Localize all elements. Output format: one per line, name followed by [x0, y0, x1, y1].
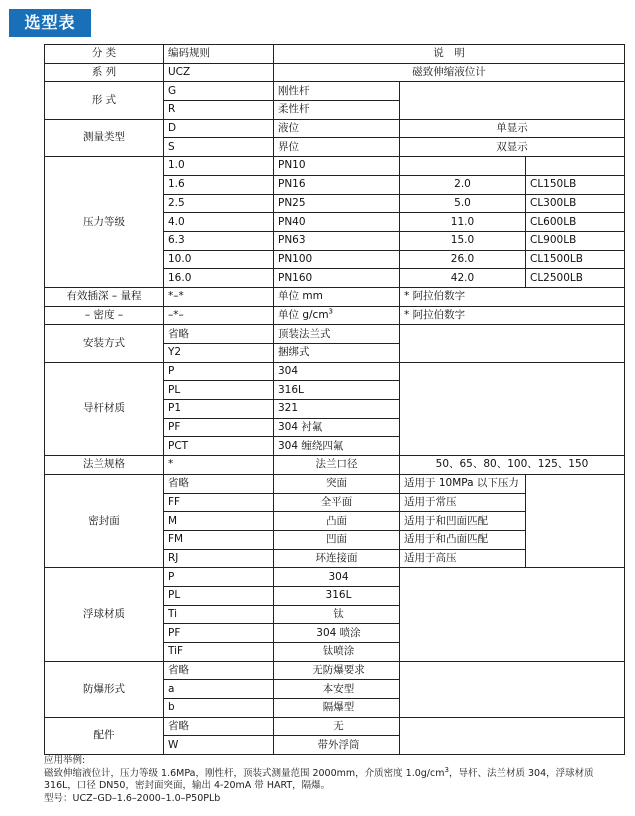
unit-cell: 单位 $g/cm^3$: [274, 306, 400, 325]
code-cell: PL: [164, 381, 274, 400]
class-cell: CL1500LB: [526, 250, 625, 269]
code-cell: 6.3: [164, 231, 274, 250]
table-row: [45, 82, 625, 101]
description-cell: 全平面: [274, 493, 400, 512]
table-row: [45, 287, 625, 306]
category-label: 系 列: [45, 63, 164, 82]
note-cell: * 阿拉伯数字: [400, 287, 625, 306]
class-cell: CL600LB: [526, 213, 625, 232]
code-cell: 1.6: [164, 175, 274, 194]
category-label: 浮球材质: [45, 568, 164, 661]
code-cell: 省略: [164, 661, 274, 680]
code-cell: 省略: [164, 325, 274, 344]
extra-cell: 双显示: [400, 138, 625, 157]
code-cell: RJ: [164, 549, 274, 568]
category-label: 有效插深 – 量程: [45, 287, 164, 306]
code-cell: G: [164, 82, 274, 101]
code-cell: PF: [164, 418, 274, 437]
blank-cell: [400, 717, 625, 754]
header-description: 说 明: [274, 45, 625, 64]
table-row: [45, 661, 625, 680]
code-cell: UCZ: [164, 63, 274, 82]
code-cell: b: [164, 699, 274, 718]
table-row: [45, 568, 625, 587]
pn-cell: PN160: [274, 269, 400, 288]
table-row: [45, 474, 625, 493]
table-row: [45, 119, 625, 138]
code-cell: *–*: [164, 287, 274, 306]
pn-cell: PN100: [274, 250, 400, 269]
pn-cell: PN40: [274, 213, 400, 232]
sizes-cell: 50、65、80、100、125、150: [400, 456, 625, 475]
table-row: [45, 63, 625, 82]
description-cell: 316L: [274, 586, 400, 605]
code-cell: 1.0: [164, 157, 274, 176]
pn-cell: PN25: [274, 194, 400, 213]
note-cell: 适用于和凹面匹配: [400, 512, 526, 531]
mpa-cell: 26.0: [400, 250, 526, 269]
code-cell: P: [164, 362, 274, 381]
note-cell: 适用于和凸面匹配: [400, 530, 526, 549]
blank-cell: [400, 82, 625, 119]
category-label: 配件: [45, 717, 164, 754]
code-cell: S: [164, 138, 274, 157]
code-cell: 16.0: [164, 269, 274, 288]
header-code: 编码规则: [164, 45, 274, 64]
category-label: 防爆形式: [45, 661, 164, 717]
mpa-cell: 11.0: [400, 213, 526, 232]
blank-cell: [400, 325, 625, 362]
description-cell: 无防爆要求: [274, 661, 400, 680]
description-cell: 304 喷涂: [274, 624, 400, 643]
table-row: [45, 362, 625, 381]
description-cell: 磁致伸缩液位计: [274, 63, 625, 82]
description-cell: 突面: [274, 474, 400, 493]
page-title: 选型表: [9, 9, 91, 37]
description-cell: 法兰口径: [274, 456, 400, 475]
table-row: [45, 45, 625, 64]
category-label: 安装方式: [45, 325, 164, 362]
description-cell: 本安型: [274, 680, 400, 699]
blank-cell: [526, 474, 625, 567]
code-cell: PL: [164, 586, 274, 605]
extra-cell: 单显示: [400, 119, 625, 138]
application-example: [44, 755, 624, 805]
notes-model: 型号：UCZ–GD–1.6–2000–1.0–P50PLb: [44, 792, 221, 804]
code-cell: 省略: [164, 474, 274, 493]
table-row: [45, 717, 625, 736]
description-cell: 304: [274, 362, 400, 381]
notes-heading: 应用举例:: [44, 755, 86, 766]
code-cell: PCT: [164, 437, 274, 456]
code-cell: 2.5: [164, 194, 274, 213]
code-cell: 省略: [164, 717, 274, 736]
description-cell: 顶装法兰式: [274, 325, 400, 344]
description-cell: 321: [274, 400, 400, 419]
mpa-cell: 2.0: [400, 175, 526, 194]
code-cell: a: [164, 680, 274, 699]
description-cell: 液位: [274, 119, 400, 138]
code-cell: M: [164, 512, 274, 531]
category-label: 法兰规格: [45, 456, 164, 475]
description-cell: 304: [274, 568, 400, 587]
blank-cell: [400, 362, 625, 455]
code-cell: PF: [164, 624, 274, 643]
code-cell: *: [164, 456, 274, 475]
category-label: 形 式: [45, 82, 164, 119]
code-cell: P1: [164, 400, 274, 419]
description-cell: 304 衬氟: [274, 418, 400, 437]
category-label: – 密度 –: [45, 306, 164, 325]
table-row: [45, 456, 625, 475]
code-cell: TiF: [164, 643, 274, 662]
description-cell: 刚性杆: [274, 82, 400, 101]
description-cell: 带外浮筒: [274, 736, 400, 755]
description-cell: 柔性杆: [274, 101, 400, 120]
category-label: 压力等级: [45, 157, 164, 288]
code-cell: P: [164, 568, 274, 587]
code-cell: FF: [164, 493, 274, 512]
note-cell: 适用于 10MPa 以下压力: [400, 474, 526, 493]
category-label: 测量类型: [45, 119, 164, 156]
table-row: [45, 306, 625, 325]
description-cell: 304 缠绕四氟: [274, 437, 400, 456]
blank-cell: [400, 661, 625, 717]
code-cell: –*–: [164, 306, 274, 325]
unit-cell: 单位 mm: [274, 287, 400, 306]
code-cell: Y2: [164, 344, 274, 363]
header-category: 分 类: [45, 45, 164, 64]
code-cell: 4.0: [164, 213, 274, 232]
code-cell: FM: [164, 530, 274, 549]
class-cell: CL150LB: [526, 175, 625, 194]
description-cell: 316L: [274, 381, 400, 400]
mpa-cell: 5.0: [400, 194, 526, 213]
description-cell: 钛: [274, 605, 400, 624]
mpa-cell: [400, 157, 526, 176]
code-cell: 10.0: [164, 250, 274, 269]
notes-description: 磁致伸缩液位计，压力等级 1.6MPa，刚性杆，顶装式测量范围 2000mm，介质密度 $1.0g/cm^3$，导杆、法兰材质 304，浮球材质 316L，口径 DN50，密封面突面，输出 4-20mA 带 HART，隔爆。: [44, 765, 594, 791]
description-cell: 凸面: [274, 512, 400, 531]
description-cell: 隔爆型: [274, 699, 400, 718]
category-label: 密封面: [45, 474, 164, 567]
class-cell: [526, 157, 625, 176]
pn-cell: PN63: [274, 231, 400, 250]
class-cell: CL900LB: [526, 231, 625, 250]
description-cell: 环连接面: [274, 549, 400, 568]
description-cell: 钛喷涂: [274, 643, 400, 662]
description-cell: 界位: [274, 138, 400, 157]
table-row: [45, 325, 625, 344]
class-cell: CL2500LB: [526, 269, 625, 288]
description-cell: 凹面: [274, 530, 400, 549]
pn-cell: PN16: [274, 175, 400, 194]
class-cell: CL300LB: [526, 194, 625, 213]
note-cell: * 阿拉伯数字: [400, 306, 625, 325]
table-row: [45, 157, 625, 176]
pn-cell: PN10: [274, 157, 400, 176]
code-cell: D: [164, 119, 274, 138]
mpa-cell: 42.0: [400, 269, 526, 288]
code-cell: W: [164, 736, 274, 755]
note-cell: 适用于常压: [400, 493, 526, 512]
mpa-cell: 15.0: [400, 231, 526, 250]
note-cell: 适用于高压: [400, 549, 526, 568]
description-cell: 捆绑式: [274, 344, 400, 363]
code-cell: Ti: [164, 605, 274, 624]
description-cell: 无: [274, 717, 400, 736]
blank-cell: [400, 568, 625, 661]
category-label: 导杆材质: [45, 362, 164, 455]
selection-table: [44, 44, 625, 755]
code-cell: R: [164, 101, 274, 120]
